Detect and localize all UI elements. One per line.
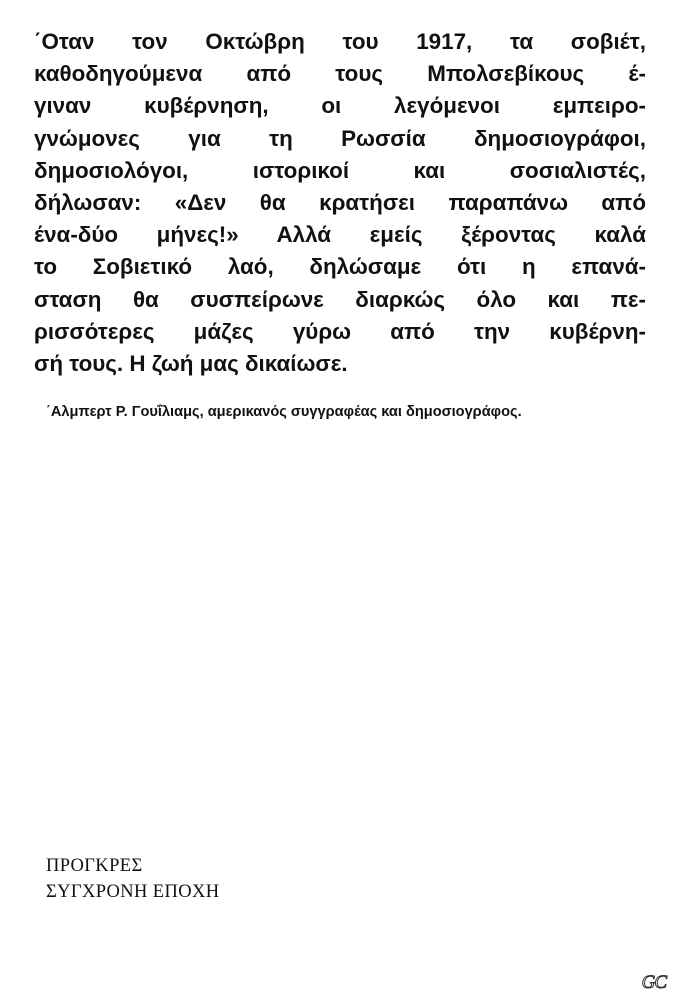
quote-line: το Σοβιετικό λαό, δηλώσαμε ότι η επανά- [34,254,646,280]
quote-block [34,26,646,380]
quote-line: καθοδηγούμενα από τους Μπολσεβίκους έ- [34,61,646,87]
publisher-series: ΣΥΓΧΡΟΝΗ ΕΠΟΧΗ [46,882,220,902]
quote-line: ρισσότερες μάζες γύρω από την κυβέρνη- [34,318,646,344]
quote-line: ένα-δύο μήνες!» Αλλά εμείς ξέροντας καλά [34,222,646,248]
publisher-imprint [46,853,220,905]
quote-attribution: ΄Αλμπερτ Ρ. Γουΐλιαμς, αμερικανός συγγραφέας και δημοσιογράφος. [46,404,522,420]
quote-line: σή τους. Η ζωή μας δικαίωσε. [34,350,348,376]
quote-line: δημοσιολόγοι, ιστορικοί και σοσιαλιστές, [34,157,646,183]
publisher-name: ΠΡΟΓΚΡΕΣ [46,856,143,876]
quote-line: δήλωσαν: «Δεν θα κρατήσει παραπάνω από [34,189,646,215]
quote-line: γνώμονες για τη Ρωσσία δημοσιογράφοι, [34,125,646,151]
quote-line: γιναν κυβέρνηση, οι λεγόμενοι εμπειρο- [34,93,646,119]
quote-line: ΄Οταν τον Οκτώβρη του 1917, τα σοβιέτ, [34,29,646,54]
scanner-watermark: GC [641,972,666,993]
quote-line: σταση θα συσπείρωνε διαρκώς όλο και πε- [34,286,646,312]
